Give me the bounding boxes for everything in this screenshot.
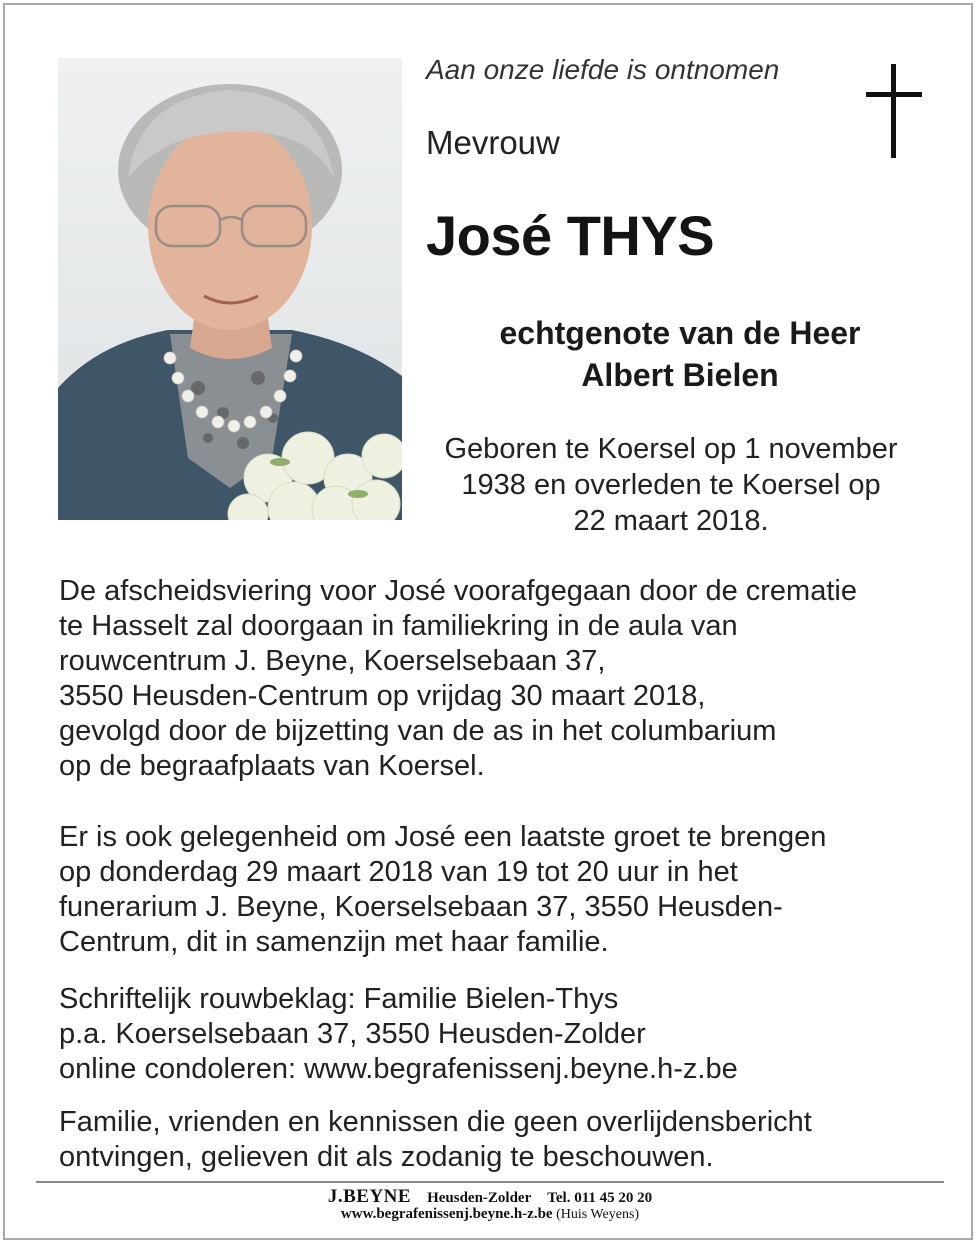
paragraph-line: op donderdag 29 maart 2018 van 19 tot 20 uur in het	[59, 856, 738, 888]
title-prefix: Mevrouw	[426, 124, 560, 161]
paragraph-line: 3550 Heusden-Centrum op vrijdag 30 maart 2018,	[59, 680, 706, 712]
paragraph-line: gevolgd door de bijzetting van de as in het columbarium	[59, 715, 777, 747]
ceremony-paragraph	[59, 574, 857, 784]
footer-brand: J.BEYNE	[327, 1186, 412, 1207]
closing-paragraph	[59, 1105, 812, 1175]
spouse-line: Albert Bielen	[581, 357, 779, 393]
paragraph-line: op de begraafplaats van Koersel.	[59, 750, 485, 782]
paragraph-line: Schriftelijk rouwbeklag: Familie Bielen-Thys	[59, 983, 619, 1015]
footer-location: Heusden-Zolder	[427, 1190, 532, 1206]
footer-phone: Tel. 011 45 20 20	[547, 1190, 653, 1206]
paragraph-line: p.a. Koerselsebaan 37, 3550 Heusden-Zolder	[59, 1018, 646, 1050]
paragraph-line: online condoleren: www.begrafenissenj.beyne.h-z.be	[59, 1053, 738, 1085]
footer-house: (Huis Weyens)	[556, 1207, 640, 1222]
deceased-name: José THYS	[426, 204, 715, 267]
footer-divider	[36, 1181, 944, 1183]
birth-death-block	[410, 431, 932, 539]
spouse-line: echtgenote van de Heer	[499, 315, 861, 351]
spouse-block	[410, 312, 950, 396]
birth-line: 22 maart 2018.	[573, 505, 769, 537]
paragraph-line: Familie, vrienden en kennissen die geen overlijdensbericht	[59, 1106, 812, 1138]
condolence-paragraph	[59, 982, 738, 1087]
farewell-paragraph	[59, 820, 826, 960]
paragraph-line: rouwcentrum J. Beyne, Koerselsebaan 37,	[59, 645, 606, 677]
paragraph-line: Er is ook gelegenheid om José een laatste groet te brengen	[59, 821, 827, 853]
paragraph-line: Centrum, dit in samenzijn met haar familie.	[59, 926, 609, 958]
intro-text: Aan onze liefde is ontnomen	[426, 54, 780, 85]
cross-icon	[866, 64, 922, 158]
footer-line-1	[0, 1186, 980, 1208]
paragraph-line: funerarium J. Beyne, Koerselsebaan 37, 3550 Heusden-	[59, 891, 783, 923]
footer-website: www.begrafenissenj.beyne.h-z.be	[340, 1206, 553, 1222]
paragraph-line: te Hasselt zal doorgaan in familiekring in de aula van	[59, 610, 738, 642]
portrait-photo	[58, 58, 402, 520]
footer-line-2	[0, 1206, 980, 1223]
birth-line: Geboren te Koersel op 1 november	[444, 433, 898, 465]
paragraph-line: De afscheidsviering voor José voorafgegaan door de crematie	[59, 575, 857, 607]
birth-line: 1938 en overleden te Koersel op	[461, 469, 881, 501]
paragraph-line: ontvingen, gelieven dit als zodanig te beschouwen.	[59, 1141, 714, 1173]
